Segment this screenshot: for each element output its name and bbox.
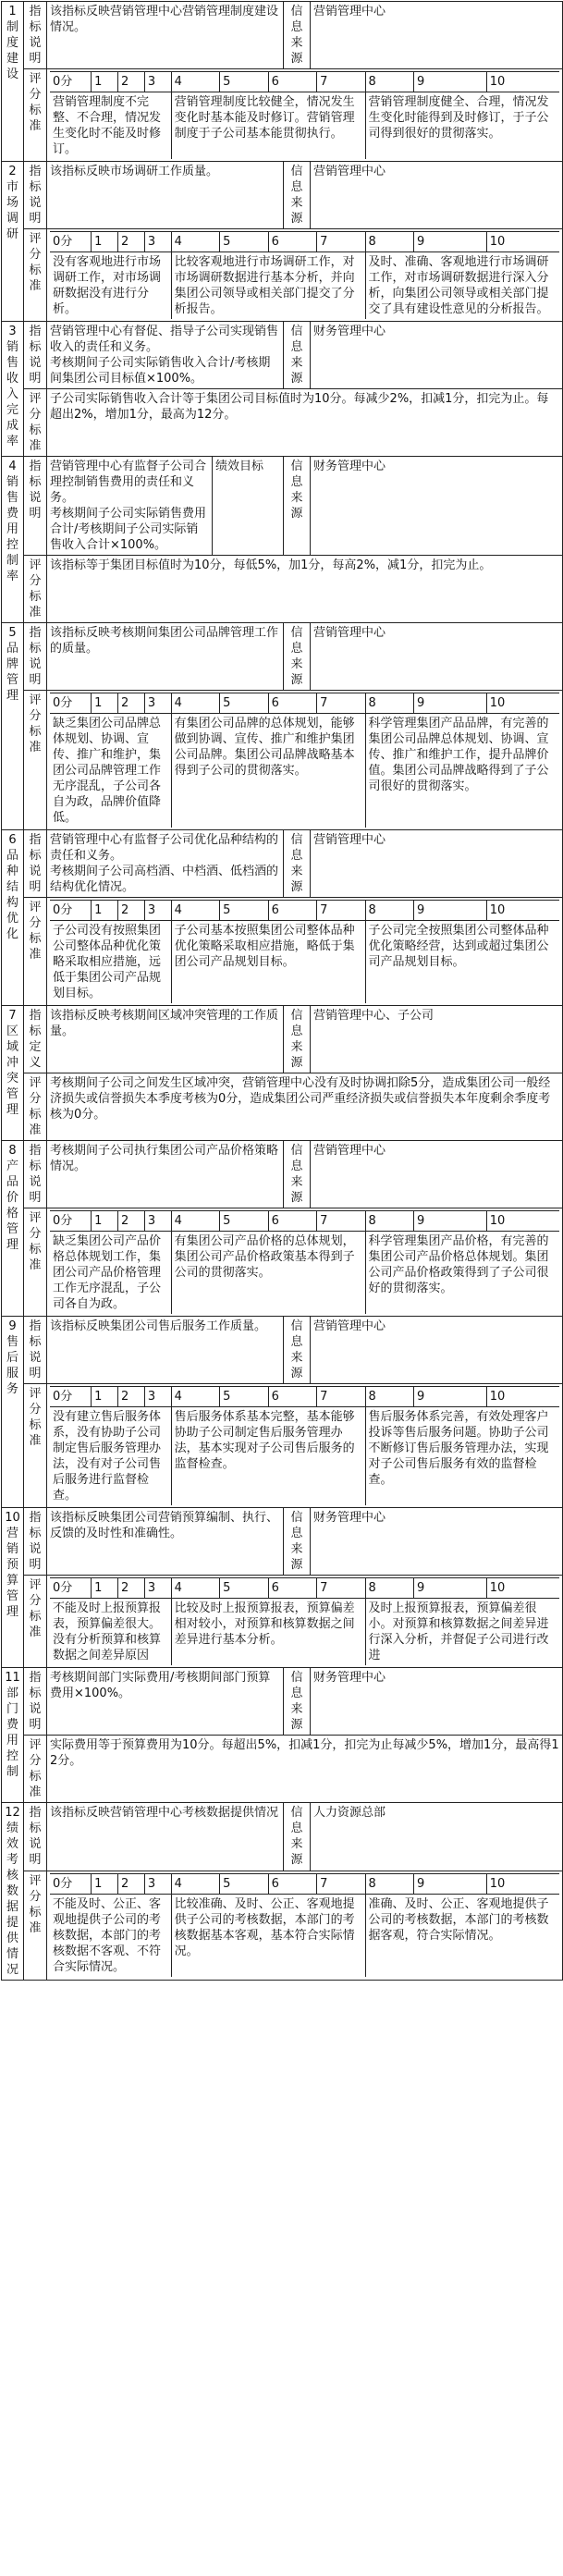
indicator-description: 营销管理中心有监督子公司合理控制销售费用的责任和义务。 考核期间子公司实际销售费用合计/考核期间子公司实际销售收入合计×100%。: [47, 457, 213, 556]
score-header-1: 1: [92, 1387, 118, 1407]
source-label: 信 息 来 源: [284, 1803, 311, 1871]
description-label: 指 标 说 明: [24, 1141, 47, 1208]
score-header-2: 2: [117, 1873, 144, 1894]
source-label: 信 息 来 源: [284, 457, 311, 556]
score-header-7: 7: [317, 1873, 365, 1894]
score-header-1: 1: [92, 693, 118, 714]
criteria-label: 评 分 标 准: [24, 229, 47, 322]
score-header-6: 6: [268, 1873, 316, 1894]
score-header-row: [50, 1578, 559, 1599]
source-label: 信 息 来 源: [284, 1006, 311, 1073]
score-header-row: [50, 72, 559, 92]
indicator-description: 该指标反映市场调研工作质量。: [47, 162, 284, 229]
score-scale: [47, 898, 563, 1006]
score-header-8: 8: [365, 901, 413, 921]
score-header-3: 3: [144, 1578, 171, 1599]
score-header-9: 9: [414, 1387, 487, 1407]
score-header-8: 8: [365, 1873, 413, 1894]
score-header-0: 0分: [50, 1578, 92, 1599]
score-header-4: 4: [171, 1387, 219, 1407]
kpi-row-4-criteria: [2, 556, 563, 623]
score-mid-description: 有集团公司产品价格的总体规划，集团公司产品价格政策基本得到子公司的贯彻落实。: [171, 1232, 365, 1315]
kpi-row-12-criteria: [2, 1871, 563, 1980]
extra-label: 绩效目标: [213, 457, 284, 556]
indicator-description: 考核期间部门实际费用/考核期间部门预算费用×100%。: [47, 1668, 284, 1736]
source-label: 信 息 来 源: [284, 1317, 311, 1384]
source-department: 营销管理中心: [311, 1141, 563, 1208]
score-header-2: 2: [117, 72, 144, 92]
kpi-row-4-info: [2, 457, 563, 556]
indicator-description: 考核期间子公司执行集团公司产品价格策略情况。: [47, 1141, 284, 1208]
score-header-0: 0分: [50, 72, 92, 92]
score-header-6: 6: [268, 1387, 316, 1407]
score-scale-table: [50, 1577, 559, 1665]
kpi-row-1-criteria: [2, 69, 563, 162]
indicator-description: 该指标反映营销管理中心营销管理制度建设情况。: [47, 2, 284, 69]
kpi-row-8-info: [2, 1141, 563, 1208]
indicator-description: 该指标反映营销管理中心考核数据提供情况: [47, 1803, 284, 1871]
score-body-row: [50, 1894, 559, 1977]
score-header-7: 7: [317, 1211, 365, 1232]
score-header-10: 10: [486, 1873, 559, 1894]
score-body-row: [50, 1599, 559, 1666]
score-header-4: 4: [171, 693, 219, 714]
indicator-definition: 该指标反映考核期间区域冲突管理的工作质量。: [47, 1006, 284, 1073]
score-low-description: 营销管理制度不完整、不合理，情况发生变化时不能及时修订。: [50, 92, 171, 160]
score-scale: [47, 1208, 563, 1317]
score-low-description: 不能及时、公正、客观地提供子公司的考核数据，本部门的考核数据不客观、不符合实际情况。: [50, 1894, 171, 1977]
description-label: 指 标 说 明: [24, 1508, 47, 1576]
description-label: 指 标 说 明: [24, 162, 47, 229]
score-high-description: 及时上报预算报表，预算偏差很小。对预算和核算数据之间差异进行深入分析，并督促子公司进行改进: [365, 1599, 559, 1666]
kpi-row-3-info: [2, 322, 563, 389]
score-header-7: 7: [317, 1578, 365, 1599]
kpi-row-6-criteria: [2, 898, 563, 1006]
score-low-description: 没有建立售后服务体系，没有协助子公司制定售后服务管理办法，没有对子公司售后服务进行监督检查。: [50, 1407, 171, 1506]
score-scale-table: [50, 1873, 559, 1977]
kpi-row-10-info: [2, 1508, 563, 1576]
score-header-1: 1: [92, 1578, 118, 1599]
source-department: 财务管理中心: [311, 457, 563, 556]
score-high-description: 及时、准确、客观地进行市场调研工作，对市场调研数据进行深入分析，向集团公司领导或相关部门提交了具有建设性意见的分析报告。: [365, 252, 559, 320]
score-header-2: 2: [117, 1211, 144, 1232]
source-label: 信 息 来 源: [284, 1668, 311, 1736]
score-header-10: 10: [486, 901, 559, 921]
kpi-number: 3 销 售 收 入 完 成 率: [2, 322, 24, 457]
score-header-6: 6: [268, 693, 316, 714]
kpi-row-11-info: [2, 1668, 563, 1736]
description-label: 指 标 说 明: [24, 457, 47, 556]
score-header-2: 2: [117, 693, 144, 714]
score-mid-description: 比较及时上报预算报表，预算偏差相对较小，对预算和核算数据之间差异进行基本分析。: [171, 1599, 365, 1666]
source-department: 营销管理中心: [311, 1317, 563, 1384]
score-header-9: 9: [414, 72, 487, 92]
score-header-3: 3: [144, 232, 171, 252]
score-header-6: 6: [268, 1578, 316, 1599]
score-scale: [47, 691, 563, 830]
score-header-1: 1: [92, 1873, 118, 1894]
criteria-text: 实际费用等于预算费用为10分。每超出5%，扣减1分，扣完为止每减少5%，增加1分，最高得12分。: [47, 1736, 563, 1803]
score-header-5: 5: [220, 901, 268, 921]
score-header-row: [50, 232, 559, 252]
indicator-description: 该指标反映考核期间集团公司品牌管理工作的质量。: [47, 623, 284, 691]
score-low-description: 没有客观地进行市场调研工作，对市场调研数据没有进行分析。: [50, 252, 171, 320]
score-body-row: [50, 252, 559, 320]
kpi-row-11-criteria: [2, 1736, 563, 1803]
score-body-row: [50, 921, 559, 1004]
score-header-7: 7: [317, 1387, 365, 1407]
score-header-1: 1: [92, 1211, 118, 1232]
criteria-label: 评 分 标 准: [24, 1384, 47, 1508]
kpi-row-6-info: [2, 830, 563, 898]
score-scale: [47, 1576, 563, 1668]
score-low-description: 缺乏集团公司品牌总体规划、协调、宣传、推广和维护，集团公司品牌管理工作无序混乱，子公司各自为政，品牌价值降低。: [50, 714, 171, 828]
description-label: 指 标 说 明: [24, 2, 47, 69]
criteria-label: 评 分 标 准: [24, 1576, 47, 1668]
kpi-row-9-info: [2, 1317, 563, 1384]
score-body-row: [50, 714, 559, 828]
kpi-row-1-info: [2, 2, 563, 69]
score-header-5: 5: [220, 232, 268, 252]
score-header-5: 5: [220, 1578, 268, 1599]
source-label: 信 息 来 源: [284, 1508, 311, 1576]
kpi-number: 9 售 后 服 务: [2, 1317, 24, 1508]
score-header-1: 1: [92, 901, 118, 921]
score-scale-table: [50, 231, 559, 319]
kpi-row-2-criteria: [2, 229, 563, 322]
score-header-9: 9: [414, 232, 487, 252]
indicator-description: 营销管理中心有督促、指导子公司实现销售收入的责任和义务。 考核期间子公司实际销售收入合计/考核期间集团公司目标值×100%。: [47, 322, 284, 389]
score-header-6: 6: [268, 901, 316, 921]
score-header-3: 3: [144, 901, 171, 921]
kpi-document: [1, 1, 562, 1981]
score-header-1: 1: [92, 232, 118, 252]
score-body-row: [50, 1232, 559, 1315]
score-header-row: [50, 1387, 559, 1407]
score-scale: [47, 229, 563, 322]
criteria-label: 评 分 标 准: [24, 389, 47, 457]
kpi-row-10-criteria: [2, 1576, 563, 1668]
score-header-10: 10: [486, 1211, 559, 1232]
kpi-number: 8 产 品 价 格 管 理: [2, 1141, 24, 1317]
score-header-7: 7: [317, 901, 365, 921]
kpi-row-2-info: [2, 162, 563, 229]
score-header-0: 0分: [50, 1873, 92, 1894]
source-department: 财务管理中心: [311, 1668, 563, 1736]
kpi-number: 11 部 门 费 用 控 制: [2, 1668, 24, 1803]
description-label: 指 标 说 明: [24, 322, 47, 389]
score-header-9: 9: [414, 1578, 487, 1599]
score-header-5: 5: [220, 1387, 268, 1407]
score-mid-description: 售后服务体系基本完整，基本能够协助子公司制定售后服务管理办法，基本实现对子公司售后服务的监督检查。: [171, 1407, 365, 1506]
score-header-5: 5: [220, 1211, 268, 1232]
kpi-number: 12 绩 效 考 核 数 据 提 供 情 况: [2, 1803, 24, 1981]
score-header-row: [50, 901, 559, 921]
kpi-number: 10 营 销 预 算 管 理: [2, 1508, 24, 1668]
kpi-number: 7 区 域 冲 突 管 理: [2, 1006, 24, 1141]
score-scale: [47, 69, 563, 162]
score-scale-table: [50, 1386, 559, 1505]
criteria-label: 评 分 标 准: [24, 556, 47, 623]
source-department: 营销管理中心: [311, 830, 563, 898]
score-header-4: 4: [171, 901, 219, 921]
score-header-10: 10: [486, 693, 559, 714]
score-header-9: 9: [414, 1211, 487, 1232]
definition-label: 指 标 定 义: [24, 1006, 47, 1073]
description-label: 指 标 说 明: [24, 623, 47, 691]
indicator-description: 该指标反映集团公司营销预算编制、执行、反馈的及时性和准确性。: [47, 1508, 284, 1576]
source-label: 信 息 来 源: [284, 2, 311, 69]
source-department: 营销管理中心: [311, 162, 563, 229]
score-header-5: 5: [220, 1873, 268, 1894]
score-high-description: 准确、及时、公正、客观地提供子公司的考核数据，本部门的考核数据客观，符合实际情况。: [365, 1894, 559, 1977]
score-header-0: 0分: [50, 1211, 92, 1232]
score-high-description: 售后服务体系完善，有效处理客户投诉等售后服务问题。协助子公司不断修订售后服务管理办法，实现对子公司售后服务有效的监督检查。: [365, 1407, 559, 1506]
source-label: 信 息 来 源: [284, 1141, 311, 1208]
source-label: 信 息 来 源: [284, 162, 311, 229]
description-label: 指 标 说 明: [24, 1803, 47, 1871]
score-header-row: [50, 1873, 559, 1894]
score-header-2: 2: [117, 1578, 144, 1599]
score-header-2: 2: [117, 901, 144, 921]
source-label: 信 息 来 源: [284, 623, 311, 691]
kpi-row-5-info: [2, 623, 563, 691]
indicator-description: 营销管理中心有监督子公司优化品种结构的责任和义务。 考核期间子公司高档酒、中档酒、低档酒的结构优化情况。: [47, 830, 284, 898]
score-mid-description: 有集团公司品牌的总体规划，能够做到协调、宣传、推广和维护集团公司品牌。集团公司品牌战略基本得到子公司的贯彻落实。: [171, 714, 365, 828]
kpi-number: 5 品 牌 管 理: [2, 623, 24, 830]
score-header-0: 0分: [50, 901, 92, 921]
score-header-9: 9: [414, 901, 487, 921]
kpi-row-7-criteria: [2, 1073, 563, 1141]
score-header-7: 7: [317, 693, 365, 714]
kpi-row-9-criteria: [2, 1384, 563, 1508]
kpi-row-3-criteria: [2, 389, 563, 457]
score-header-8: 8: [365, 232, 413, 252]
description-label: 指 标 说 明: [24, 830, 47, 898]
score-high-description: 营销管理制度健全、合理，情况发生变化时能得到及时修订，于子公司得到很好的贯彻落实。: [365, 92, 559, 160]
score-header-2: 2: [117, 232, 144, 252]
score-header-0: 0分: [50, 1387, 92, 1407]
criteria-label: 评 分 标 准: [24, 691, 47, 830]
score-header-10: 10: [486, 1387, 559, 1407]
criteria-text: 该指标等于集团目标值时为10分，每低5%，加1分，每高2%，减1分，扣完为止。: [47, 556, 563, 623]
score-header-6: 6: [268, 232, 316, 252]
description-label: 指 标 说 明: [24, 1317, 47, 1384]
score-high-description: 科学管理集团产品品牌，有完善的集团公司品牌总体规划、协调、宣传、推广和维护工作，提升品牌价值。集团公司品牌战略得到了子公司很好的贯彻落实。: [365, 714, 559, 828]
kpi-number: 1 制 度 建 设: [2, 2, 24, 162]
score-scale-table: [50, 1210, 559, 1314]
criteria-label: 评 分 标 准: [24, 898, 47, 1006]
score-header-4: 4: [171, 72, 219, 92]
score-low-description: 缺乏集团公司产品价格总体规划工作，集团公司产品价格管理工作无序混乱，子公司各自为政。: [50, 1232, 171, 1315]
score-header-7: 7: [317, 72, 365, 92]
score-header-4: 4: [171, 1578, 219, 1599]
score-low-description: 子公司没有按照集团公司整体品种优化策略采取相应措施，远低于集团公司产品规划目标。: [50, 921, 171, 1004]
score-header-2: 2: [117, 1387, 144, 1407]
kpi-table: [1, 1, 563, 1981]
score-mid-description: 子公司基本按照集团公司整体品种优化策略采取相应措施，略低于集团公司产品规划目标。: [171, 921, 365, 1004]
source-label: 信 息 来 源: [284, 830, 311, 898]
criteria-label: 评 分 标 准: [24, 1871, 47, 1980]
kpi-row-12-info: [2, 1803, 563, 1871]
score-header-row: [50, 1211, 559, 1232]
score-scale-table: [50, 693, 559, 828]
score-scale: [47, 1384, 563, 1508]
description-label: 指 标 说 明: [24, 1668, 47, 1736]
score-header-1: 1: [92, 72, 118, 92]
source-department: 财务管理中心: [311, 1508, 563, 1576]
score-mid-description: 比较准确、及时、公正、客观地提供子公司的考核数据，本部门的考核数据基本客观，基本符合实际情况。: [171, 1894, 365, 1977]
score-header-3: 3: [144, 693, 171, 714]
source-department: 财务管理中心: [311, 322, 563, 389]
score-header-4: 4: [171, 232, 219, 252]
kpi-row-8-criteria: [2, 1208, 563, 1317]
score-header-0: 0分: [50, 232, 92, 252]
score-body-row: [50, 1407, 559, 1506]
kpi-row-7-info: [2, 1006, 563, 1073]
kpi-number: 2 市 场 调 研: [2, 162, 24, 322]
score-scale-table: [50, 71, 559, 159]
source-department: 营销管理中心、子公司: [311, 1006, 563, 1073]
source-department: 营销管理中心: [311, 623, 563, 691]
score-header-5: 5: [220, 72, 268, 92]
score-header-4: 4: [171, 1211, 219, 1232]
score-header-3: 3: [144, 72, 171, 92]
criteria-text: 考核期间子公司之间发生区域冲突，营销管理中心没有及时协调扣除5分，造成集团公司一般经济损失或信誉损失本季度考核为0分，造成集团公司严重经济损失或信誉损失本年度剩余季度考核为0分。: [47, 1073, 563, 1141]
score-header-0: 0分: [50, 693, 92, 714]
score-low-description: 不能及时上报预算报表，预算偏差很大。没有分析预算和核算数据之间差异原因: [50, 1599, 171, 1666]
score-header-3: 3: [144, 1211, 171, 1232]
score-header-8: 8: [365, 1387, 413, 1407]
source-label: 信 息 来 源: [284, 322, 311, 389]
score-header-6: 6: [268, 72, 316, 92]
score-header-9: 9: [414, 1873, 487, 1894]
kpi-row-5-criteria: [2, 691, 563, 830]
score-scale: [47, 1871, 563, 1980]
score-header-10: 10: [486, 1578, 559, 1599]
criteria-text: 子公司实际销售收入合计等于集团公司目标值时为10分。每减少2%，扣减1分，扣完为止。每超出2%，增加1分，最高为12分。: [47, 389, 563, 457]
criteria-label: 评 分 标 准: [24, 69, 47, 162]
criteria-label: 评 分 标 准: [24, 1208, 47, 1317]
score-header-3: 3: [144, 1873, 171, 1894]
score-header-8: 8: [365, 693, 413, 714]
source-department: 人力资源总部: [311, 1803, 563, 1871]
score-header-8: 8: [365, 1578, 413, 1599]
score-header-row: [50, 693, 559, 714]
score-header-4: 4: [171, 1873, 219, 1894]
criteria-label: 评 分 标 准: [24, 1073, 47, 1141]
criteria-label: 评 分 标 准: [24, 1736, 47, 1803]
score-high-description: 科学管理集团产品价格，有完善的集团公司产品价格总体规划。集团公司产品价格政策得到了子公司很好的贯彻落实。: [365, 1232, 559, 1315]
indicator-description: 该指标反映集团公司售后服务工作质量。: [47, 1317, 284, 1384]
score-header-3: 3: [144, 1387, 171, 1407]
score-header-6: 6: [268, 1211, 316, 1232]
score-header-5: 5: [220, 693, 268, 714]
score-header-10: 10: [486, 72, 559, 92]
score-body-row: [50, 92, 559, 160]
score-high-description: 子公司完全按照集团公司整体品种优化策略经营，达到或超过集团公司产品规划目标。: [365, 921, 559, 1004]
score-mid-description: 营销管理制度比较健全，情况发生变化时基本能及时修订。营销管理制度于子公司基本能贯彻执行。: [171, 92, 365, 160]
source-department: 营销管理中心: [311, 2, 563, 69]
score-header-8: 8: [365, 1211, 413, 1232]
score-header-9: 9: [414, 693, 487, 714]
score-header-10: 10: [486, 232, 559, 252]
score-scale-table: [50, 900, 559, 1003]
kpi-number: 4 销 售 费 用 控 制 率: [2, 457, 24, 623]
score-header-7: 7: [317, 232, 365, 252]
kpi-number: 6 品 种 结 构 优 化: [2, 830, 24, 1006]
score-header-8: 8: [365, 72, 413, 92]
score-mid-description: 比较客观地进行市场调研工作，对市场调研数据进行基本分析，并向集团公司领导或相关部门提交了分析报告。: [171, 252, 365, 320]
